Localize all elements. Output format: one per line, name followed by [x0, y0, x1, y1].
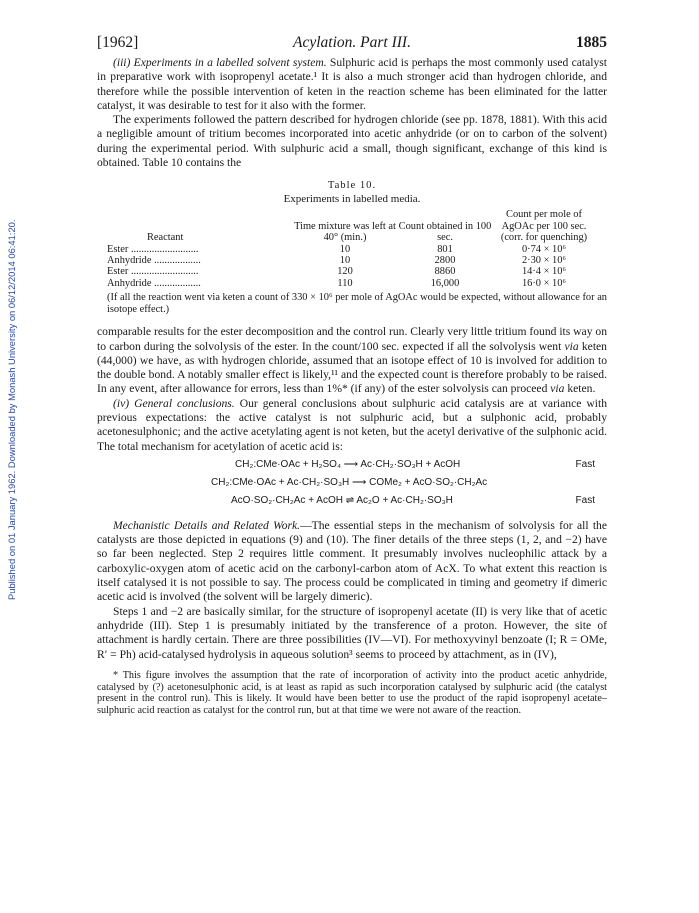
equation-text: CH₂:CMe·OAc + Ac·CH₂·SO₃H ⟶ COMe₂ + AcO·SO₂·CH₂Ac — [211, 476, 488, 488]
equation-tag: Fast — [575, 494, 595, 506]
table-row — [107, 255, 595, 266]
footnote-text: * This figure involves the assumption that the rate of incorporation of activity into the product acetic anhydride, catalysed by (?) acetonesulphonic acid, is at least as rapid as such incorporation catalysed by sulphuric acid (the catalyst present in the control run). This is likely. It would have been better to use the product of the rapid isopropenyl acetate–sulphuric acid reaction as catalyst for the control run, but at that time we were not aware of the reaction. — [97, 669, 607, 717]
column-header: Count per mole of AgOAc per 100 sec. (corr. for quenching) — [500, 209, 588, 244]
table-row — [107, 278, 595, 289]
paragraph-text: —The essential steps in the mechanism of solvolysis for all the catalysts are those depicted in equations (9) and (10). The finer details of the three steps (1, 2, and −2) have so far been neglected. Step 2 requires little comment. It presumably involves nucleophilic attack by a carboxylic-oxygen atom of acetic acid on the carbonyl-carbon atom of AcX. To what extent this reaction is itself catalysed it is not possible to say. The process could be complicated in timing and geometry if dimeric acetic acid is involved (the solvent will be largely dimeric). — [97, 518, 607, 604]
table-subtitle: Experiments in labelled media. — [283, 193, 421, 206]
reaction-equations — [97, 457, 607, 511]
equation — [97, 457, 607, 475]
paragraph-text: Sulphuric acid is perhaps the most commonly used catalyst in preparative work with isopropenyl acetate.¹ It is also a much stronger acid than hydrogen chloride, and therefore while the possible intervention of keten in the reaction scheme has been eliminated for the latter catalyst, it was desirable to test for it also with the former. — [97, 56, 607, 112]
cell-time: 10 — [339, 243, 351, 255]
cell-time: 110 — [337, 277, 353, 289]
results-table — [107, 209, 595, 289]
paragraph-experiments: The experiments followed the pattern described for hydrogen chloride (see pp. 1878, 1881). With this acid a negligible amount of tritium becomes incorporated into acetic anhydride (or on to carbon of the solvent) during the experimental period. With sulphuric acid a small, though significant, exchange of this kind is obtained. Table 10 contains the — [97, 113, 607, 170]
italic-via: via — [564, 339, 579, 353]
table-caption: Table 10. — [327, 180, 377, 192]
equation-tag: Fast — [575, 458, 595, 470]
cell-per-mole: 16·0 × 10⁶ — [521, 277, 567, 289]
paragraph-labelled-solvent — [97, 56, 607, 113]
cell-count: 16,000 — [430, 277, 460, 289]
running-title: Acylation. Part III. — [293, 34, 411, 51]
section-heading-mechanistic: Mechanistic Details and Related Work. — [113, 518, 301, 532]
journal-year: [1962] — [97, 34, 139, 51]
paragraph-text: Our general conclusions about sulphuric acid catalysis are at variance with previous expectations: the active catalyst is not sulphuric acid, but a sulphonic acid, probably acetonesulphonic; and the active acetylating agent is not keten, but the acetyl derivative of the sulphonic acid. The total mechanism for acetylation of acetic acid is: — [97, 396, 607, 453]
cell-count: 2800 — [434, 255, 456, 266]
paragraph-mechanistic-details — [97, 519, 607, 605]
table-row — [107, 244, 595, 255]
cell-reactant: Ester .......................... — [107, 243, 199, 255]
paragraph-text: comparable results for the ester decomposition and the control run. Clearly very little tritium found its way on to carbon during the solvolysis of the ester. In the count/100 sec. expected if all the solvolysis went — [97, 325, 607, 353]
paragraph-text: keten (44,000) we have, as with hydrogen chloride, assumed that an isotope effect of 10 is involved for addition to the double bond. A notably smaller effect is likely,¹¹ and the expected count is therefore probably to be raised. In any event, after allowance for errors, less than 1%* (if any) of the ester solvolysis can proceed — [97, 339, 607, 396]
cell-per-mole: 2·30 × 10⁶ — [521, 255, 567, 266]
cell-reactant: Ester .......................... — [107, 266, 199, 278]
section-heading-iii: (iii) Experiments in a labelled solvent system. — [113, 56, 327, 69]
equation — [97, 475, 607, 493]
download-watermark: Published on 01 January 1962. Downloaded by Monash University on 06/12/2014 06:41:20. — [6, 219, 17, 600]
section-heading-iv: (iv) General conclusions. — [113, 396, 235, 410]
cell-time: 10 — [339, 255, 351, 266]
equation-text: AcO·SO₂·CH₂Ac + AcOH ⇌ Ac₂O + Ac·CH₂·SO₃H — [231, 494, 453, 506]
paper-page — [97, 34, 607, 717]
column-header: Count obtained in 100 sec. — [398, 220, 492, 244]
paragraph-comparable-results — [97, 325, 607, 396]
cell-reactant: Anhydride .................. — [107, 277, 201, 289]
cell-reactant: Anhydride .................. — [107, 255, 201, 266]
table-note: (If all the reaction went via keten a count of 330 × 10⁶ per mole of AgOAc would be expected, without allowance for an isotope effect.) — [107, 292, 607, 316]
cell-time: 120 — [337, 266, 353, 278]
table-row — [107, 266, 595, 277]
equation — [97, 493, 607, 511]
page-number: 1885 — [576, 34, 607, 51]
cell-per-mole: 0·74 × 10⁶ — [521, 243, 567, 255]
column-header: Reactant — [147, 232, 184, 244]
table-header-row — [107, 209, 595, 243]
equation-text: CH₂:CMe·OAc + H₂SO₄ ⟶ Ac·CH₂·SO₃H + AcOH — [235, 458, 461, 470]
paragraph-text: keten. — [564, 382, 596, 396]
paragraph-general-conclusions — [97, 397, 607, 454]
italic-via: via — [550, 382, 565, 396]
cell-count: 801 — [437, 243, 453, 255]
paragraph-steps: Steps 1 and −2 are basically similar, for the structure of isopropenyl acetate (II) is very like that of acetic anhydride (III). Step 1 is presumably initiated by the transference of a proton. However, the site of attachment is hardly certain. There are three possibilities (IV—VI). For methoxyvinyl benzoate (I; R = OMe, R′ = Ph) acid-catalysed hydrolysis in aqueous solution³ seems to proceed by attachment, as in (IV), — [97, 604, 607, 661]
cell-per-mole: 14·4 × 10⁶ — [521, 266, 567, 278]
column-header: Time mixture was left at 40° (min.) — [294, 220, 396, 244]
running-header — [97, 34, 607, 56]
footnote — [97, 670, 607, 717]
cell-count: 8860 — [434, 266, 456, 278]
